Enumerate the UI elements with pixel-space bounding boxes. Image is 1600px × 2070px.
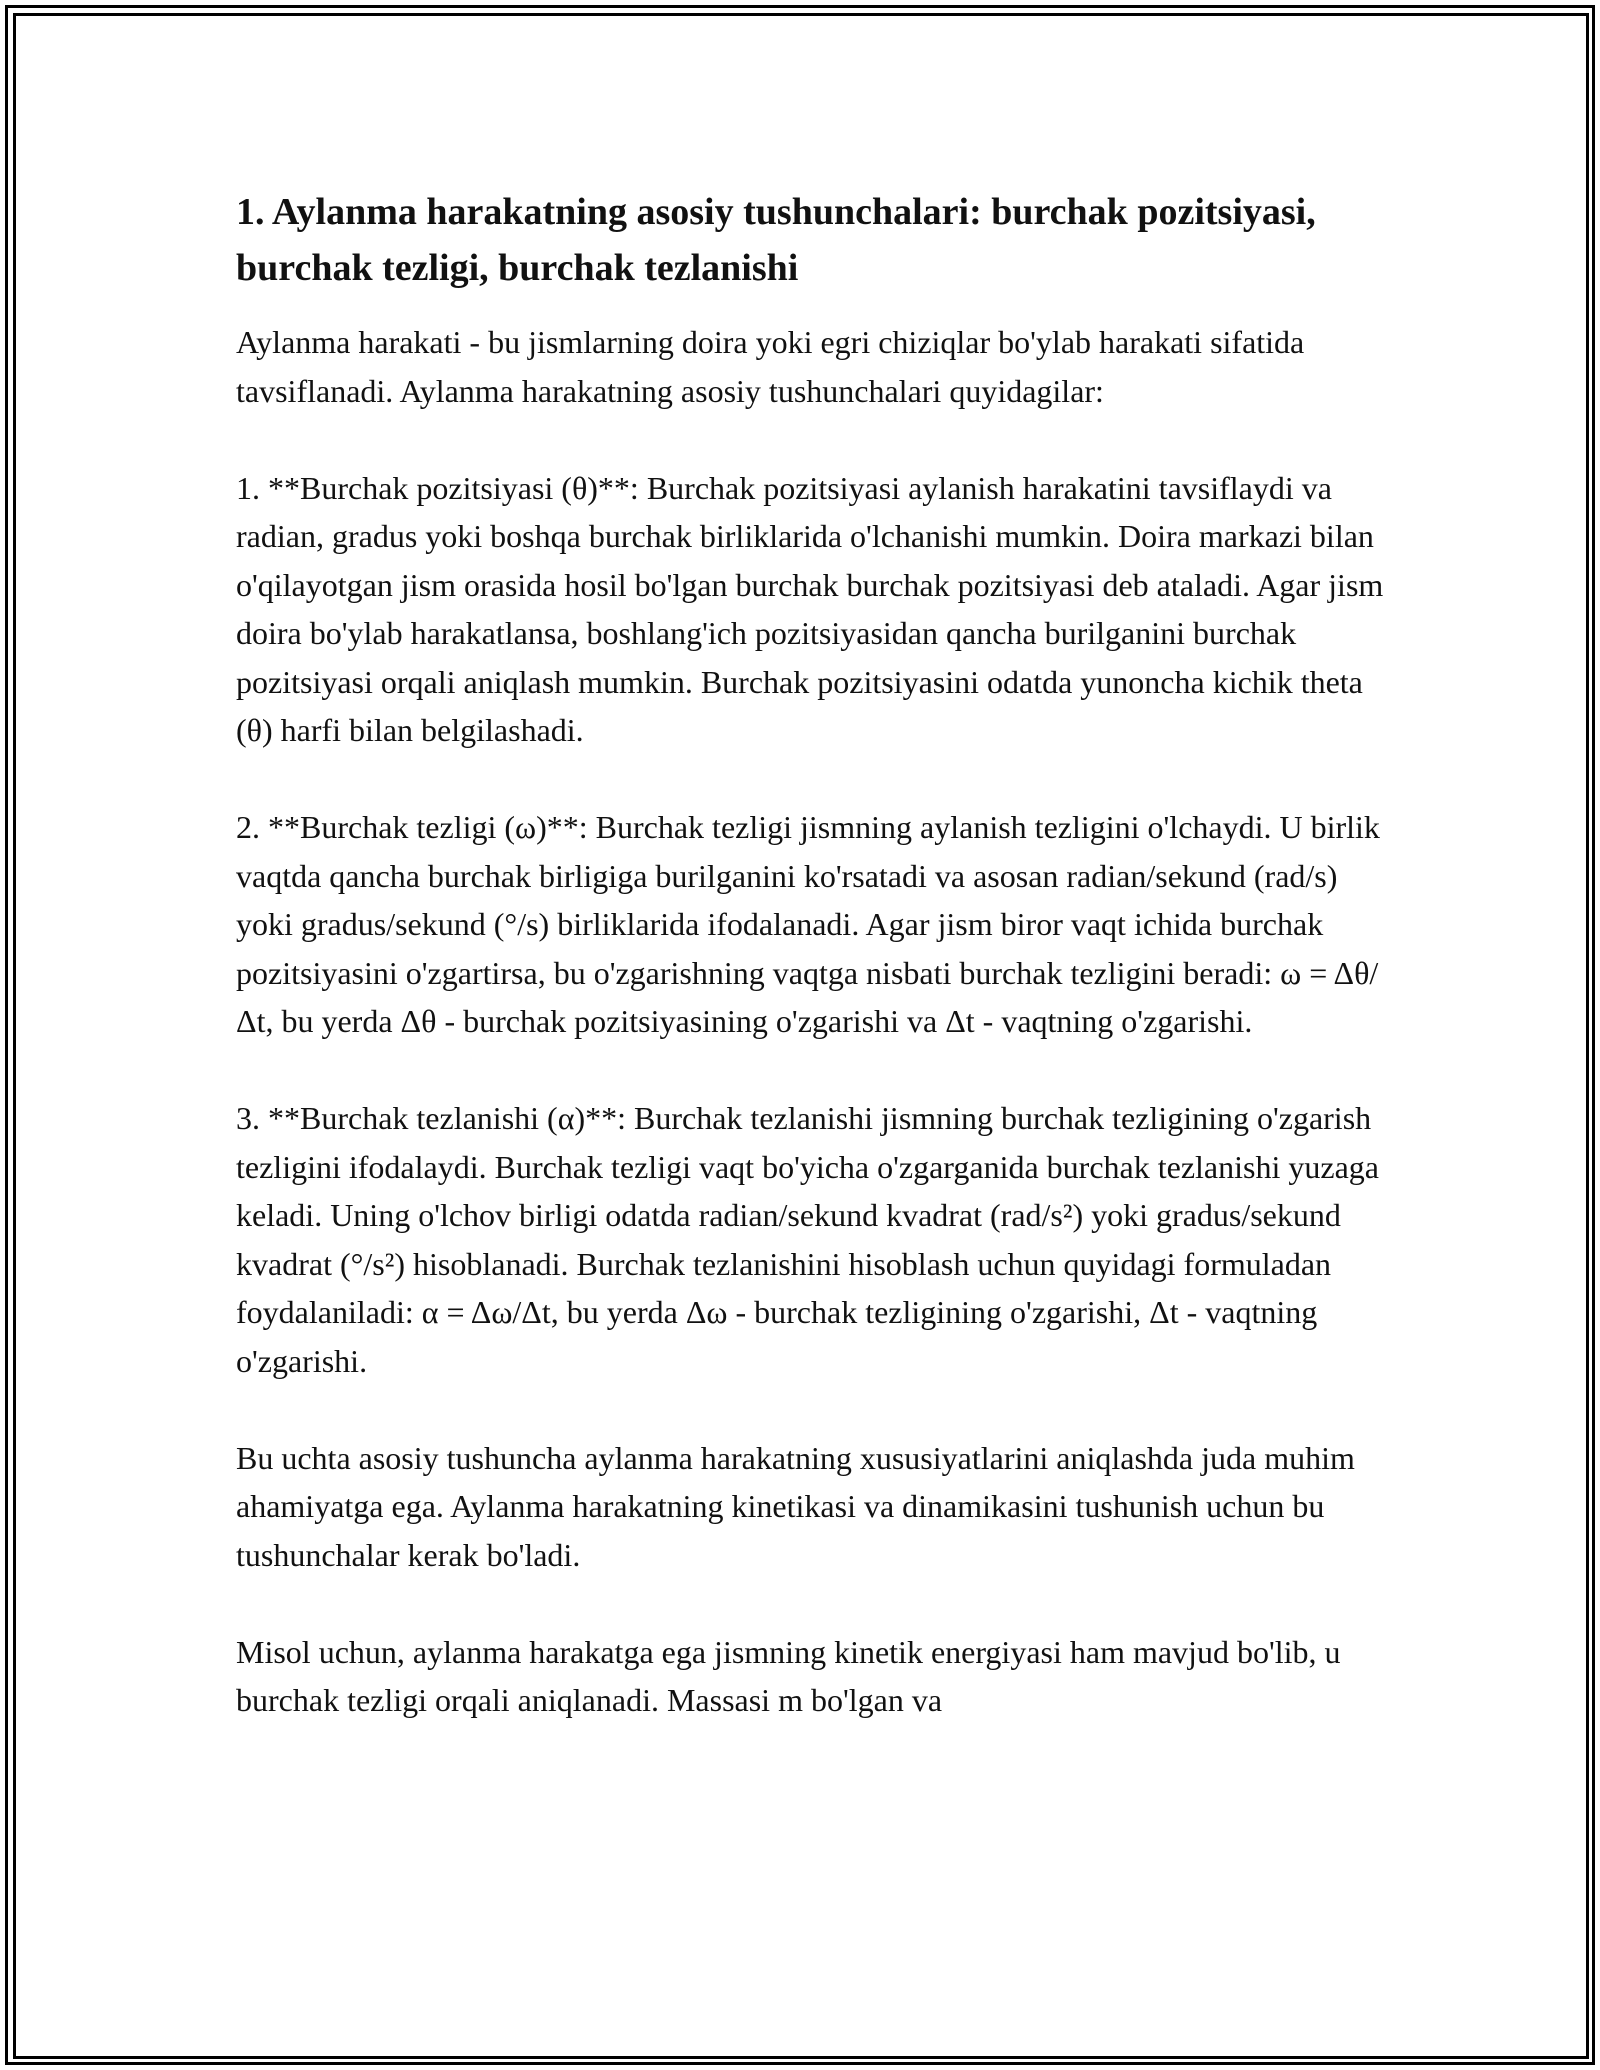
angular-velocity-paragraph: 2. **Burchak tezligi (ω)**: Burchak tezligi jismning aylanish tezligini o'lchaydi. U birlik vaqtda qancha burchak birligiga burilganini ko'rsatadi va asosan radian/sekund (rad/s) yoki gradus/sekund (°/s) birliklarida ifodalanadi. Agar jism biror vaqt ichida burchak pozitsiyasini o'zgartirsa, bu o'zgarishning vaqtga nisbati burchak tezligini beradi: ω = Δθ/Δt, bu yerda Δθ - burchak pozitsiyasining o'zgarishi va Δt - vaqtning o'zgarishi. bbox=[236, 809, 1380, 1039]
summary-paragraph: Bu uchta asosiy tushuncha aylanma harakatning xususiyatlarini aniqlashda juda muhim ahamiyatga ega. Aylanma harakatning kinetikasi va dinamikasini tushunish uchun bu tushunchalar kerak bo'ladi. bbox=[236, 1439, 1355, 1573]
document-body bbox=[236, 184, 1386, 1773]
document-title: 1. Aylanma harakatning asosiy tushunchalari: burchak pozitsiyasi, burchak tezligi, burchak tezlanishi bbox=[236, 191, 1316, 289]
angular-acceleration-paragraph: 3. **Burchak tezlanishi (α)**: Burchak tezlanishi jismning burchak tezligining o'zgarish tezligini ifodalaydi. Burchak tezligi vaqt bo'yicha o'zgarganida burchak tezlanishi yuzaga keladi. Uning o'lchov birligi odatda radian/sekund kvadrat (rad/s²) yoki gradus/sekund kvadrat (°/s²) hisoblanadi. Burchak tezlanishini hisoblash uchun quyidagi formuladan foydalaniladi: α = Δω/Δt, bu yerda Δω - burchak tezligining o'zgarishi, Δt - vaqtning o'zgarishi. bbox=[236, 1100, 1379, 1379]
angular-position-paragraph: 1. **Burchak pozitsiyasi (θ)**: Burchak pozitsiyasi aylanish harakatini tavsiflaydi va radian, gradus yoki boshqa burchak birliklarida o'lchanishi mumkin. Doira markazi bilan o'qilayotgan jism orasida hosil bo'lgan burchak burchak pozitsiyasi deb ataladi. Agar jism doira bo'ylab harakatlansa, boshlang'ich pozitsiyasidan qancha burilganini burchak pozitsiyasi orqali aniqlash mumkin. Burchak pozitsiyasini odatda yunoncha kichik theta (θ) harfi bilan belgilashadi. bbox=[236, 469, 1384, 748]
example-paragraph: Misol uchun, aylanma harakatga ega jismning kinetik energiyasi ham mavjud bo'lib, u burchak tezligi orqali aniqlanadi. Massasi m bo'lgan va bbox=[236, 1633, 1341, 1718]
intro-paragraph: Aylanma harakati - bu jismlarning doira yoki egri chiziqlar bo'ylab harakati sifatida tavsiflanadi. Aylanma harakatning asosiy tushunchalari quyidagilar: bbox=[236, 324, 1305, 409]
